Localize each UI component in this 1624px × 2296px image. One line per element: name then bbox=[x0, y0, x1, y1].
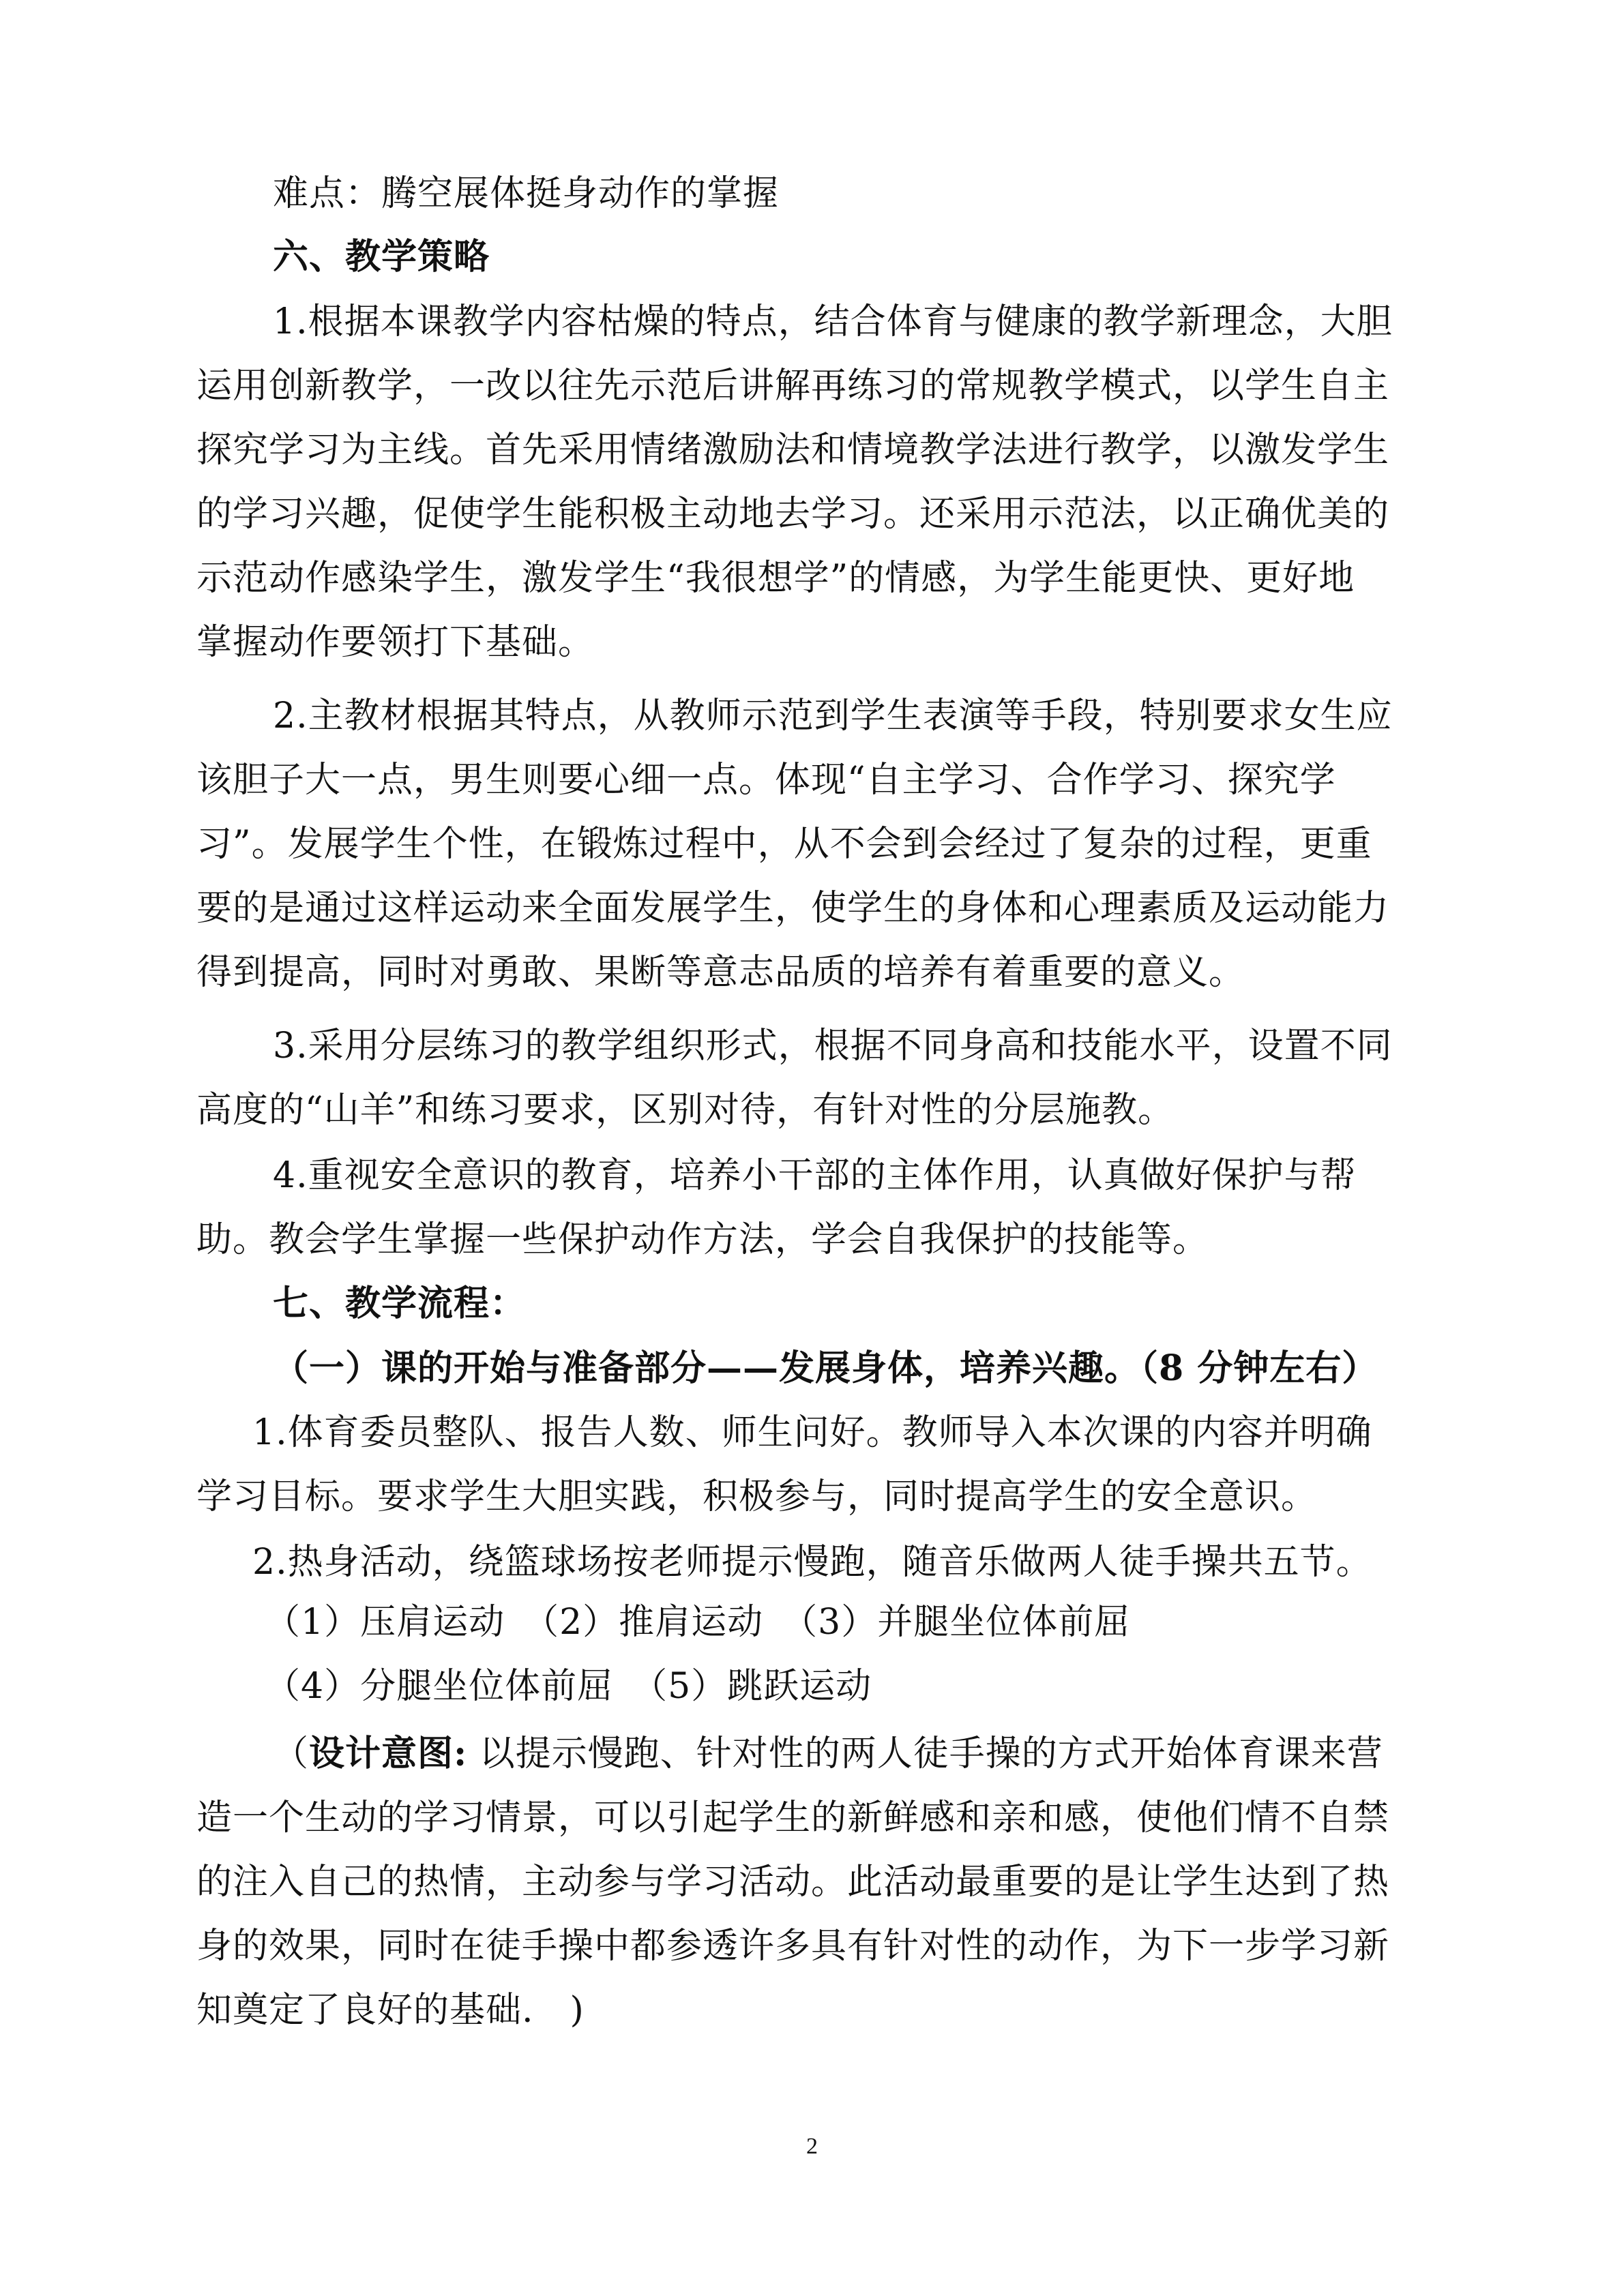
paragraph-strategy-2-line-2: 该胆子大一点，男生则要心细一点。体现“自主学习、合作学习、探究学 bbox=[196, 760, 1336, 801]
heading-teaching-strategy: 六、教学策略 bbox=[273, 236, 490, 278]
paragraph-strategy-1-line-3: 探究学习为主线。首先采用情绪激励法和情境教学法进行教学，以激发学生 bbox=[196, 430, 1390, 471]
paragraph-strategy-1-line-4: 的学习兴趣，促使学生能积极主动地去学习。还采用示范法，以正确优美的 bbox=[196, 494, 1390, 535]
design-intent-open-paren: （ bbox=[273, 1733, 310, 1774]
heading-teaching-process: 七、教学流程： bbox=[273, 1283, 527, 1324]
paragraph-strategy-1-line-6: 掌握动作要领打下基础。 bbox=[196, 622, 595, 663]
exercise-list-line-2: （4）分腿坐位体前屈 （5）跳跃运动 bbox=[265, 1666, 872, 1707]
paragraph-process-1-line-2: 学习目标。要求学生大胆实践，积极参与，同时提高学生的安全意识。 bbox=[196, 1476, 1318, 1517]
design-intent-text: 以提示慢跑、针对性的两人徒手操的方式开始体育课来营 bbox=[479, 1733, 1383, 1774]
paragraph-strategy-3-line-1: 3.采用分层练习的教学组织形式，根据不同身高和技能水平，设置不同 bbox=[273, 1026, 1393, 1067]
paragraph-strategy-1-line-1: 1.根据本课教学内容枯燥的特点，结合体育与健康的教学新理念，大胆 bbox=[273, 301, 1393, 342]
paragraph-process-2: 2.热身活动，绕篮球场按老师提示慢跑，随音乐做两人徒手操共五节。 bbox=[252, 1542, 1372, 1583]
heading-section-one: （一）课的开始与准备部分——发展身体，培养兴趣。（8 分钟左右） bbox=[273, 1347, 1378, 1389]
page-number: 2 bbox=[806, 2134, 818, 2159]
paragraph-strategy-2-line-1: 2.主教材根据其特点，从教师示范到学生表演等手段，特别要求女生应 bbox=[273, 696, 1393, 736]
paragraph-strategy-4-line-1: 4.重视安全意识的教育，培养小干部的主体作用，认真做好保护与帮 bbox=[273, 1155, 1357, 1196]
paragraph-strategy-3-line-2: 高度的“山羊”和练习要求，区别对待，有针对性的分层施教。 bbox=[196, 1090, 1175, 1131]
paragraph-strategy-1-line-2: 运用创新教学，一改以往先示范后讲解再练习的常规教学模式，以学生自主 bbox=[196, 366, 1390, 406]
paragraph-strategy-1-line-5: 示范动作感染学生，激发学生“我很想学”的情感，为学生能更快、更好地 bbox=[196, 558, 1355, 599]
paragraph-strategy-2-line-4: 要的是通过这样运动来全面发展学生，使学生的身体和心理素质及运动能力 bbox=[196, 888, 1390, 929]
design-intent-line-5: 知奠定了良好的基础. ) bbox=[196, 1990, 585, 2031]
exercise-list-line-1: （1）压肩运动 （2）推肩运动 （3）并腿坐位体前屈 bbox=[265, 1602, 1131, 1643]
paragraph-difficulty: 难点：腾空展体挺身动作的掌握 bbox=[273, 173, 780, 214]
design-intent-line-3: 的注入自己的热情，主动参与学习活动。此活动最重要的是让学生达到了热 bbox=[196, 1862, 1390, 1903]
paragraph-strategy-2-line-5: 得到提高，同时对勇敢、果断等意志品质的培养有着重要的意义。 bbox=[196, 952, 1245, 993]
design-intent-line-2: 造一个生动的学习情景，可以引起学生的新鲜感和亲和感，使他们情不自禁 bbox=[196, 1798, 1390, 1838]
design-intent-line-4: 身的效果，同时在徒手操中都参透许多具有针对性的动作，为下一步学习新 bbox=[196, 1926, 1390, 1967]
paragraph-strategy-4-line-2: 助。教会学生掌握一些保护动作方法，学会自我保护的技能等。 bbox=[196, 1219, 1209, 1260]
design-intent-line-1 bbox=[0, 1732, 1624, 1776]
design-intent-label: 设计意图: bbox=[309, 1733, 468, 1774]
paragraph-strategy-2-line-3: 习”。发展学生个性，在锻炼过程中，从不会到会经过了复杂的过程，更重 bbox=[196, 824, 1372, 865]
paragraph-process-1-line-1: 1.体育委员整队、报告人数、师生问好。教师导入本次课的内容并明确 bbox=[252, 1412, 1372, 1453]
